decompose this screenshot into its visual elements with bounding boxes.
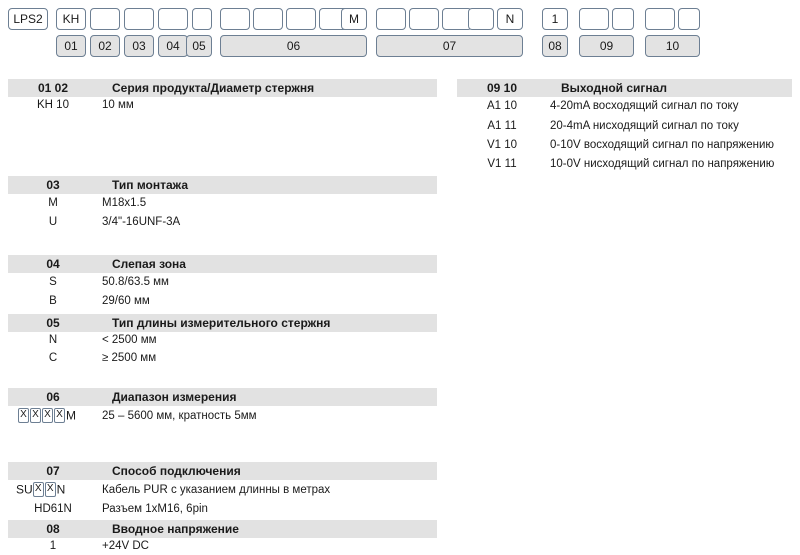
option-code: A1 11 <box>487 120 517 132</box>
section-code: 09 10 <box>486 81 518 95</box>
digit-box: X <box>33 482 44 497</box>
position-label-07: 07 <box>376 35 523 57</box>
digit-box: X <box>42 408 53 423</box>
code-slot-10b <box>678 8 700 30</box>
option-text: 10 мм <box>102 99 134 111</box>
option-text: 10-0V нисходящий сигнал по напряжению <box>550 158 775 170</box>
section-header-measuring-range <box>8 388 437 406</box>
section-code: 08 <box>46 522 60 536</box>
option-code: 1 <box>49 540 57 552</box>
section-header-output-signal <box>457 79 792 97</box>
code-slot-05b <box>192 8 212 30</box>
code-connection-suffix-box: N <box>497 8 523 30</box>
option-code: V1 11 <box>487 158 517 170</box>
code-series-box: KH <box>56 8 86 30</box>
code-range-suffix-box: M <box>341 8 367 30</box>
section-header-connection <box>8 462 437 480</box>
position-label-10: 10 <box>645 35 700 57</box>
digit-box: X <box>30 408 41 423</box>
digit-box: X <box>45 482 56 497</box>
section-code: 05 <box>46 316 60 330</box>
option-text: 3/4"-16UNF-3A <box>102 216 181 228</box>
section-code: 07 <box>46 464 60 478</box>
option-code: V1 10 <box>486 139 518 151</box>
section-header-supply-voltage <box>8 520 437 538</box>
option-text: 29/60 мм <box>102 295 150 307</box>
section-header-blind-zone <box>8 255 437 273</box>
section-header-series <box>8 79 437 97</box>
code-slot-07d <box>468 8 494 30</box>
section-header-rod-length <box>8 314 437 332</box>
option-code: A1 10 <box>486 100 518 112</box>
section-title: Выходной сигнал <box>561 81 667 95</box>
option-text: +24V DC <box>102 540 149 552</box>
option-code: B <box>49 295 57 307</box>
code-slot-04 <box>124 8 154 30</box>
code-voltage-box: 1 <box>542 8 568 30</box>
section-code: 06 <box>46 390 60 404</box>
option-text: Разъем 1xM16, 6pin <box>102 503 208 515</box>
section-title: Тип длины измерительного стержня <box>112 316 331 330</box>
option-code: C <box>48 352 58 364</box>
position-label-04: 04 <box>158 35 188 57</box>
section-code: 03 <box>46 178 60 192</box>
position-label-06: 06 <box>220 35 367 57</box>
connection-prefix: SU <box>16 482 33 497</box>
option-code: S <box>49 276 57 288</box>
option-text: 4-20mA восходящий сигнал по току <box>550 100 739 112</box>
option-code: U <box>48 216 58 228</box>
connection-suffix: N <box>56 482 66 497</box>
option-text: 0-10V восходящий сигнал по напряжению <box>550 139 775 151</box>
section-title: Серия продукта/Диаметр стержня <box>112 81 315 95</box>
option-text: 20-4mA нисходящий сигнал по току <box>550 120 739 132</box>
range-suffix: M <box>66 408 76 423</box>
option-text: Кабель PUR с указанием длинны в метрах <box>102 484 331 496</box>
code-slot-03 <box>90 8 120 30</box>
code-slot-06a <box>220 8 250 30</box>
connection-code <box>16 482 98 497</box>
option-text: 25 – 5600 мм, кратность 5мм <box>102 410 257 422</box>
section-title: Способ подключения <box>112 464 241 478</box>
code-slot-07a <box>376 8 406 30</box>
position-label-08: 08 <box>542 35 568 57</box>
option-code: KH 10 <box>37 99 69 111</box>
code-slot-05 <box>158 8 188 30</box>
range-code <box>18 408 98 423</box>
option-code: HD61N <box>34 503 72 515</box>
position-label-05: 05 <box>186 35 212 57</box>
option-text: ≥ 2500 мм <box>102 352 157 364</box>
section-title: Вводное напряжение <box>112 522 239 536</box>
option-text: < 2500 мм <box>102 334 157 346</box>
code-slot-09b <box>612 8 634 30</box>
position-label-02: 02 <box>90 35 120 57</box>
code-slot-07b <box>409 8 439 30</box>
code-slot-10a <box>645 8 675 30</box>
section-title: Тип монтажа <box>112 178 189 192</box>
section-title: Диапазон измерения <box>112 390 237 404</box>
option-text: 50.8/63.5 мм <box>102 276 169 288</box>
option-code: N <box>48 334 58 346</box>
code-slot-09a <box>579 8 609 30</box>
digit-box: X <box>18 408 29 423</box>
position-label-03: 03 <box>124 35 154 57</box>
position-label-09: 09 <box>579 35 634 57</box>
digit-box: X <box>54 408 65 423</box>
option-code: M <box>48 197 58 209</box>
section-header-mounting <box>8 176 437 194</box>
option-text: M18x1.5 <box>102 197 147 209</box>
section-title: Слепая зона <box>112 257 186 271</box>
code-slot-06c <box>286 8 316 30</box>
section-code: 04 <box>46 257 60 271</box>
code-slot-06b <box>253 8 283 30</box>
section-code: 01 02 <box>37 81 69 95</box>
code-prefix-box: LPS2 <box>8 8 48 30</box>
position-label-01: 01 <box>56 35 86 57</box>
